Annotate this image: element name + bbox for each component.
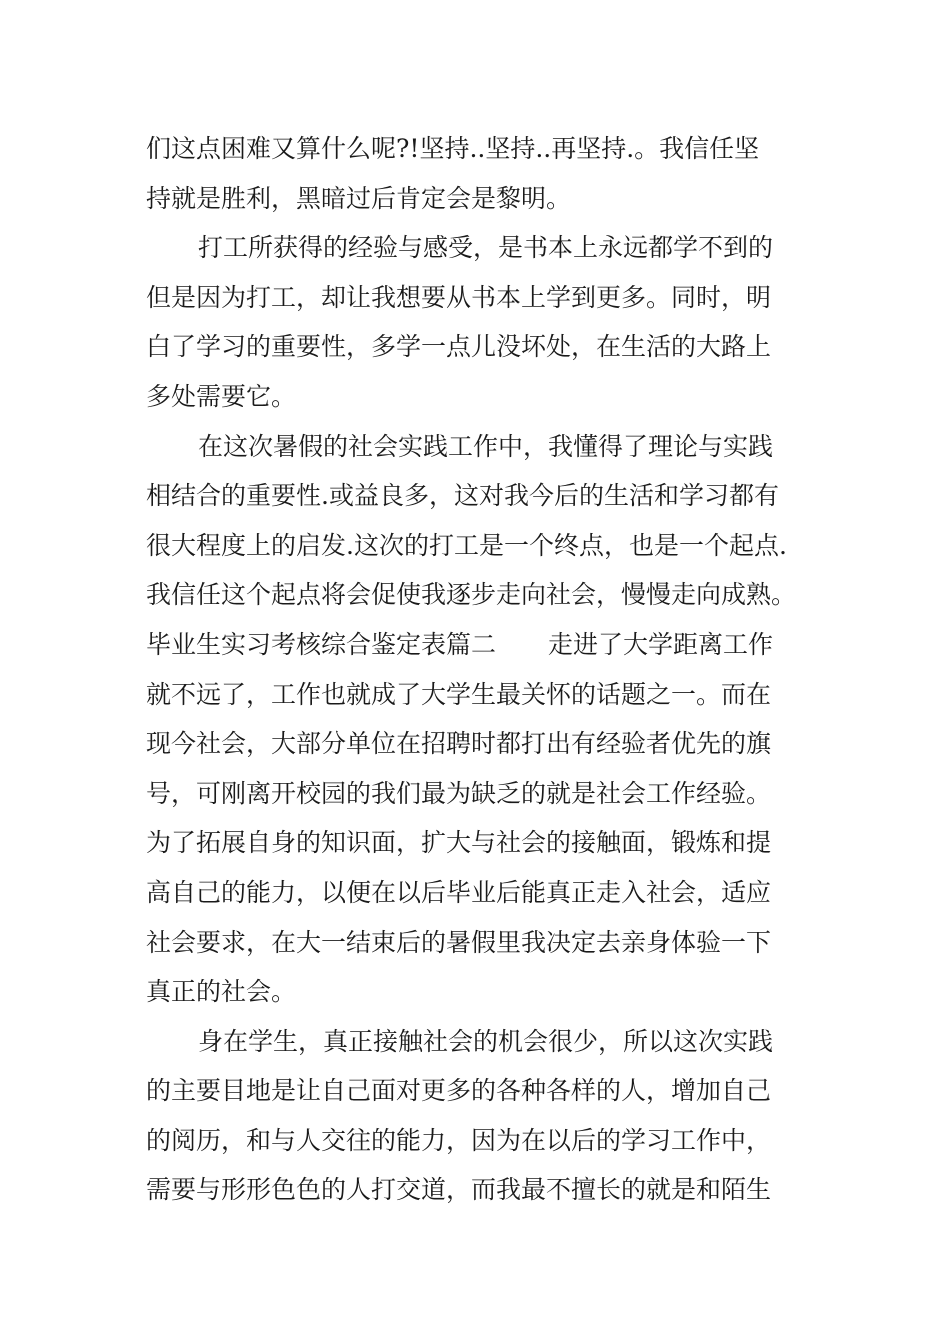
text-line-20: 的主要目地是让自己面对更多的各种各样的人，增加自己	[146, 1076, 772, 1106]
text-line-3: 打工所获得的经验与感受，是书本上永远都学不到的	[198, 233, 774, 263]
text-line-4: 但是因为打工，却让我想要从书本上学到更多。同时，明	[146, 282, 772, 312]
text-line-5: 白了学习的重要性，多学一点儿没坏处，在生活的大路上	[146, 332, 772, 362]
text-line-17: 社会要求，在大一结束后的暑假里我决定去亲身体验一下	[146, 927, 772, 957]
text-line-22: 需要与形形色色的人打交道，而我最不擅长的就是和陌生	[146, 1175, 772, 1205]
text-line-14: 号，可刚离开校园的我们最为缺乏的就是社会工作经验。	[146, 778, 772, 808]
text-line-10: 我信任这个起点将会促使我逐步走向社会，慢慢走向成熟。	[146, 580, 797, 610]
text-line-8: 相结合的重要性.或益良多，这对我今后的生活和学习都有	[146, 481, 779, 511]
text-line-12: 就不远了，工作也就成了大学生最关怀的话题之一。而在	[146, 679, 772, 709]
section-opening-text: 走进了大学距离工作	[548, 629, 774, 659]
text-line-18: 真正的社会。	[146, 977, 297, 1007]
document-body	[146, 124, 826, 1215]
text-line-11	[146, 620, 826, 670]
section-heading: 毕业生实习考核综合鉴定表篇二	[146, 629, 497, 659]
text-line-19: 身在学生，真正接触社会的机会很少，所以这次实践	[198, 1026, 774, 1056]
text-line-16: 高自己的能力，以便在以后毕业后能真正走入社会，适应	[146, 877, 772, 907]
text-line-21: 的阅历，和与人交往的能力，因为在以后的学习工作中，	[146, 1125, 772, 1155]
text-line-2: 持就是胜利，黑暗过后肯定会是黎明。	[146, 183, 572, 213]
text-line-7: 在这次暑假的社会实践工作中，我懂得了理论与实践	[198, 431, 774, 461]
text-line-1: 们这点困难又算什么呢?!坚持..坚持..再坚持.。我信任坚	[146, 134, 760, 163]
text-line-6: 多处需要它。	[146, 381, 297, 411]
text-line-9: 很大程度上的启发.这次的打工是一个终点，也是一个起点.	[146, 530, 787, 560]
text-line-13: 现今社会，大部分单位在招聘时都打出有经验者优先的旗	[146, 729, 772, 759]
text-line-15: 为了拓展自身的知识面，扩大与社会的接触面，锻炼和提	[146, 828, 772, 858]
